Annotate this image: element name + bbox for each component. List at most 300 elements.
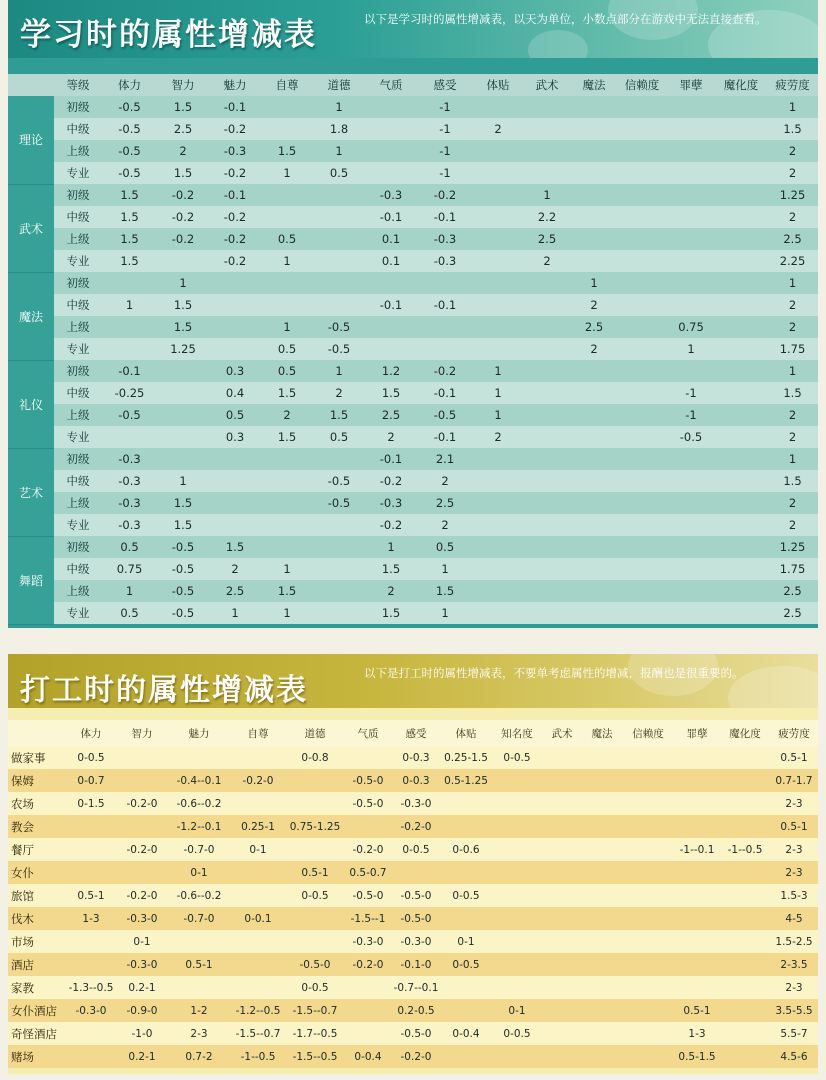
value-cell: 1 [417,602,473,624]
value-cell [667,580,715,602]
job-label: 市场 [8,930,66,953]
value-cell: 1.5 [767,470,818,492]
value-cell: 2.5 [365,404,417,426]
value-cell [313,184,365,206]
value-cell [571,580,617,602]
value-cell [542,769,582,792]
value-cell [523,338,571,360]
table-row [8,907,818,930]
value-cell: 2.5 [157,118,209,140]
level-label: 中级 [54,558,102,580]
value-cell: 1.5 [767,118,818,140]
table-row [8,184,818,206]
value-cell: -0.5 [157,580,209,602]
value-cell: -0.2 [209,206,261,228]
value-cell: 1.75 [767,338,818,360]
value-cell [571,558,617,580]
value-cell [261,448,313,470]
value-cell [542,907,582,930]
value-cell [440,861,492,884]
value-cell: 1.5 [102,250,157,272]
table-row [8,558,818,580]
value-cell [617,228,667,250]
value-cell: 0-0.8 [286,746,344,769]
table-row [8,838,818,861]
value-cell: -0.5 [157,602,209,624]
value-cell: 1.75 [767,558,818,580]
value-cell [344,746,392,769]
value-cell [667,250,715,272]
value-cell: 2 [767,140,818,162]
value-cell: 2.5 [767,602,818,624]
value-cell [542,884,582,907]
table-row [8,404,818,426]
value-cell [523,580,571,602]
value-cell: 0-0.1 [230,907,286,930]
value-cell [720,1022,770,1045]
value-cell [667,272,715,294]
value-cell [392,861,440,884]
level-label: 初级 [54,272,102,294]
value-cell [571,96,617,118]
value-cell: 2 [767,206,818,228]
value-cell: -0.5 [157,536,209,558]
value-cell: 0.7-2 [168,1045,230,1068]
value-cell: 0-0.5 [392,838,440,861]
value-cell [571,140,617,162]
value-cell: 2 [767,426,818,448]
value-cell [542,1022,582,1045]
value-cell: -0.3-0 [116,953,168,976]
value-cell: 0-0.4 [344,1045,392,1068]
level-label: 专业 [54,514,102,536]
value-cell: 1.5 [157,96,209,118]
table-row [8,206,818,228]
value-cell [667,228,715,250]
value-cell [715,470,767,492]
value-cell [667,558,715,580]
value-cell: 1 [767,448,818,470]
value-cell [715,228,767,250]
value-cell: -0.2 [365,470,417,492]
value-cell [523,536,571,558]
value-cell [116,746,168,769]
value-cell [715,360,767,382]
value-cell [674,884,720,907]
value-cell: 0.1 [365,250,417,272]
value-cell [715,492,767,514]
value-cell [66,953,116,976]
value-cell [523,492,571,514]
value-cell: 2 [473,118,523,140]
value-cell [261,184,313,206]
value-cell [571,514,617,536]
table-row [8,536,818,558]
value-cell [571,162,617,184]
level-label: 中级 [54,382,102,404]
table-row [8,272,818,294]
table-row [8,250,818,272]
job-label: 餐厅 [8,838,66,861]
value-cell: 2.25 [767,250,818,272]
value-cell: -0.2 [417,184,473,206]
value-cell: -0.1-0 [392,953,440,976]
value-cell: 1.5 [417,580,473,602]
value-cell: 2 [571,338,617,360]
value-cell: 0.5 [209,404,261,426]
value-cell [622,1022,674,1045]
column-header: 魅力 [168,720,230,746]
value-cell: -0.3 [365,492,417,514]
column-header: 魔化度 [715,74,767,96]
value-cell: 2.5 [523,228,571,250]
value-cell: 1.5 [365,558,417,580]
value-cell [365,338,417,360]
value-cell [473,470,523,492]
value-cell [417,272,473,294]
value-cell: 1 [102,294,157,316]
value-cell [622,815,674,838]
table-row [8,470,818,492]
value-cell [720,999,770,1022]
value-cell [582,815,622,838]
column-header [8,74,54,96]
value-cell [622,838,674,861]
value-cell [230,884,286,907]
value-cell: 2 [261,404,313,426]
value-cell [571,118,617,140]
value-cell: 1 [261,558,313,580]
value-cell [617,536,667,558]
value-cell [473,228,523,250]
value-cell [473,96,523,118]
table-row [8,999,818,1022]
value-cell: 0.75-1.25 [286,815,344,838]
value-cell: 2 [365,580,417,602]
value-cell [286,838,344,861]
value-cell: -0.2 [209,162,261,184]
value-cell [720,930,770,953]
value-cell [157,382,209,404]
column-header: 罪孽 [674,720,720,746]
value-cell: 2 [767,294,818,316]
value-cell: 4-5 [770,907,818,930]
study-table-container [8,74,818,625]
value-cell [674,815,720,838]
value-cell: -0.5-0 [344,792,392,815]
value-cell [157,250,209,272]
value-cell: -0.5-0 [392,907,440,930]
value-cell: 2.5 [417,492,473,514]
value-cell [313,272,365,294]
value-cell: 0.5-1.25 [440,769,492,792]
value-cell [313,228,365,250]
value-cell [617,470,667,492]
value-cell [674,953,720,976]
column-header: 疲劳度 [770,720,818,746]
value-cell: -1 [417,118,473,140]
value-cell: -0.25 [102,382,157,404]
value-cell [715,272,767,294]
column-header: 感受 [392,720,440,746]
value-cell [313,602,365,624]
value-cell: 1.5 [209,536,261,558]
value-cell [102,426,157,448]
value-cell: 0.75 [102,558,157,580]
value-cell [102,316,157,338]
value-cell: -0.5 [313,492,365,514]
table-row [8,492,818,514]
value-cell [617,338,667,360]
value-cell [473,140,523,162]
value-cell [168,746,230,769]
value-cell: -0.2-0 [116,838,168,861]
value-cell [261,118,313,140]
value-cell [523,426,571,448]
value-cell [617,184,667,206]
level-label: 初级 [54,96,102,118]
value-cell [571,228,617,250]
value-cell [492,884,542,907]
table-row [8,448,818,470]
value-cell: 3.5-5.5 [770,999,818,1022]
value-cell: -1 [417,140,473,162]
value-cell [209,294,261,316]
value-cell [313,580,365,602]
value-cell: 2.5 [767,228,818,250]
value-cell: 0.5-1 [66,884,116,907]
table-row [8,602,818,624]
value-cell: -0.1 [417,426,473,448]
value-cell [571,448,617,470]
value-cell [313,294,365,316]
value-cell: 0.5 [261,228,313,250]
value-cell [440,907,492,930]
value-cell: 0.5 [261,360,313,382]
value-cell [617,140,667,162]
value-cell [582,746,622,769]
level-label: 上级 [54,492,102,514]
value-cell: -0.1 [417,206,473,228]
value-cell [571,382,617,404]
value-cell: -0.2-0 [392,815,440,838]
value-cell [313,250,365,272]
value-cell: -0.3-0 [116,907,168,930]
value-cell: -0.2 [209,118,261,140]
value-cell [720,769,770,792]
value-cell [720,953,770,976]
value-cell: -0.5 [102,404,157,426]
work-title: 打工时的属性增减表 [20,673,308,708]
value-cell: -1.5--0.7 [230,1022,286,1045]
value-cell [492,769,542,792]
value-cell: -0.3 [102,448,157,470]
level-label: 初级 [54,360,102,382]
value-cell [715,602,767,624]
value-cell [542,861,582,884]
category-label: 武术 [8,184,54,272]
value-cell [230,792,286,815]
value-cell: -0.2 [157,184,209,206]
value-cell [674,861,720,884]
value-cell [66,1022,116,1045]
value-cell: -0.3 [417,250,473,272]
value-cell: 0-1 [230,838,286,861]
study-header-row [8,74,818,96]
column-header: 等级 [54,74,102,96]
value-cell: 0.5-1 [674,999,720,1022]
value-cell: 1 [261,162,313,184]
job-label: 女仆酒店 [8,999,66,1022]
value-cell [720,815,770,838]
value-cell [209,448,261,470]
value-cell [473,492,523,514]
table-row [8,792,818,815]
value-cell [617,404,667,426]
value-cell [582,930,622,953]
value-cell: 1-2 [168,999,230,1022]
value-cell: -0.5-0 [344,884,392,907]
value-cell [168,976,230,999]
work-table-body [8,746,818,1068]
level-label: 上级 [54,316,102,338]
value-cell: 2 [523,250,571,272]
value-cell: 1.5 [261,382,313,404]
value-cell: 1 [571,272,617,294]
value-cell [617,382,667,404]
value-cell: -0.1 [365,206,417,228]
value-cell [715,96,767,118]
value-cell: 2.1 [417,448,473,470]
value-cell: 2-3 [770,861,818,884]
value-cell: -0.3 [417,228,473,250]
value-cell: 1 [209,602,261,624]
column-header: 魔法 [571,74,617,96]
category-label: 魔法 [8,272,54,360]
job-label: 伐木 [8,907,66,930]
column-header: 智力 [116,720,168,746]
value-cell [523,558,571,580]
value-cell [286,769,344,792]
value-cell [571,492,617,514]
value-cell [230,930,286,953]
value-cell [523,404,571,426]
value-cell: -0.2 [365,514,417,536]
value-cell: -0.3-0 [66,999,116,1022]
value-cell [542,930,582,953]
value-cell [261,470,313,492]
value-cell [313,536,365,558]
value-cell: -1.7--0.5 [286,1022,344,1045]
value-cell: -1.5--1 [344,907,392,930]
value-cell: 0-0.4 [440,1022,492,1045]
value-cell: 0.2-1 [116,1045,168,1068]
value-cell [542,815,582,838]
value-cell [230,861,286,884]
column-header [8,720,66,746]
value-cell [261,206,313,228]
value-cell: 0-0.5 [492,1022,542,1045]
column-header: 气质 [344,720,392,746]
value-cell [667,184,715,206]
value-cell: 1 [417,558,473,580]
value-cell: 0-0.3 [392,746,440,769]
value-cell: -0.5 [417,404,473,426]
value-cell: 0.5-1 [168,953,230,976]
value-cell [66,838,116,861]
value-cell: 0-1.5 [66,792,116,815]
column-header: 智力 [157,74,209,96]
value-cell [492,861,542,884]
level-label: 专业 [54,426,102,448]
column-header: 自尊 [261,74,313,96]
value-cell [230,746,286,769]
value-cell: -0.5 [313,338,365,360]
value-cell [66,861,116,884]
value-cell [617,426,667,448]
value-cell: 1.5 [261,426,313,448]
value-cell [261,272,313,294]
table-row [8,930,818,953]
value-cell: -0.2-0 [344,838,392,861]
value-cell [365,272,417,294]
value-cell [365,118,417,140]
value-cell: 1.25 [767,536,818,558]
column-header: 疲劳度 [767,74,818,96]
value-cell: -1 [417,96,473,118]
value-cell: -0.2-0 [116,884,168,907]
level-label: 专业 [54,602,102,624]
value-cell [617,360,667,382]
value-cell [523,316,571,338]
value-cell: 0.25-1.5 [440,746,492,769]
value-cell [715,580,767,602]
value-cell [622,953,674,976]
work-header-row [8,720,818,746]
value-cell [667,294,715,316]
value-cell [715,250,767,272]
column-header: 魔化度 [720,720,770,746]
level-label: 中级 [54,470,102,492]
value-cell: 1.25 [767,184,818,206]
table-row [8,140,818,162]
value-cell: -0.5 [157,558,209,580]
value-cell [261,492,313,514]
value-cell [523,470,571,492]
value-cell [473,536,523,558]
value-cell: -0.1 [209,184,261,206]
value-cell [674,769,720,792]
value-cell [492,907,542,930]
table-row [8,338,818,360]
value-cell [667,602,715,624]
value-cell [365,140,417,162]
value-cell: -0.5-0 [286,953,344,976]
value-cell [116,861,168,884]
value-cell [102,338,157,360]
table-row [8,382,818,404]
value-cell: -0.1 [102,360,157,382]
value-cell: 2 [417,470,473,492]
value-cell: 1 [473,360,523,382]
value-cell [209,338,261,360]
value-cell: 1 [102,580,157,602]
value-cell: -0.5 [667,426,715,448]
value-cell: -0.5 [102,162,157,184]
value-cell: -0.2 [209,228,261,250]
value-cell [720,861,770,884]
level-label: 专业 [54,338,102,360]
